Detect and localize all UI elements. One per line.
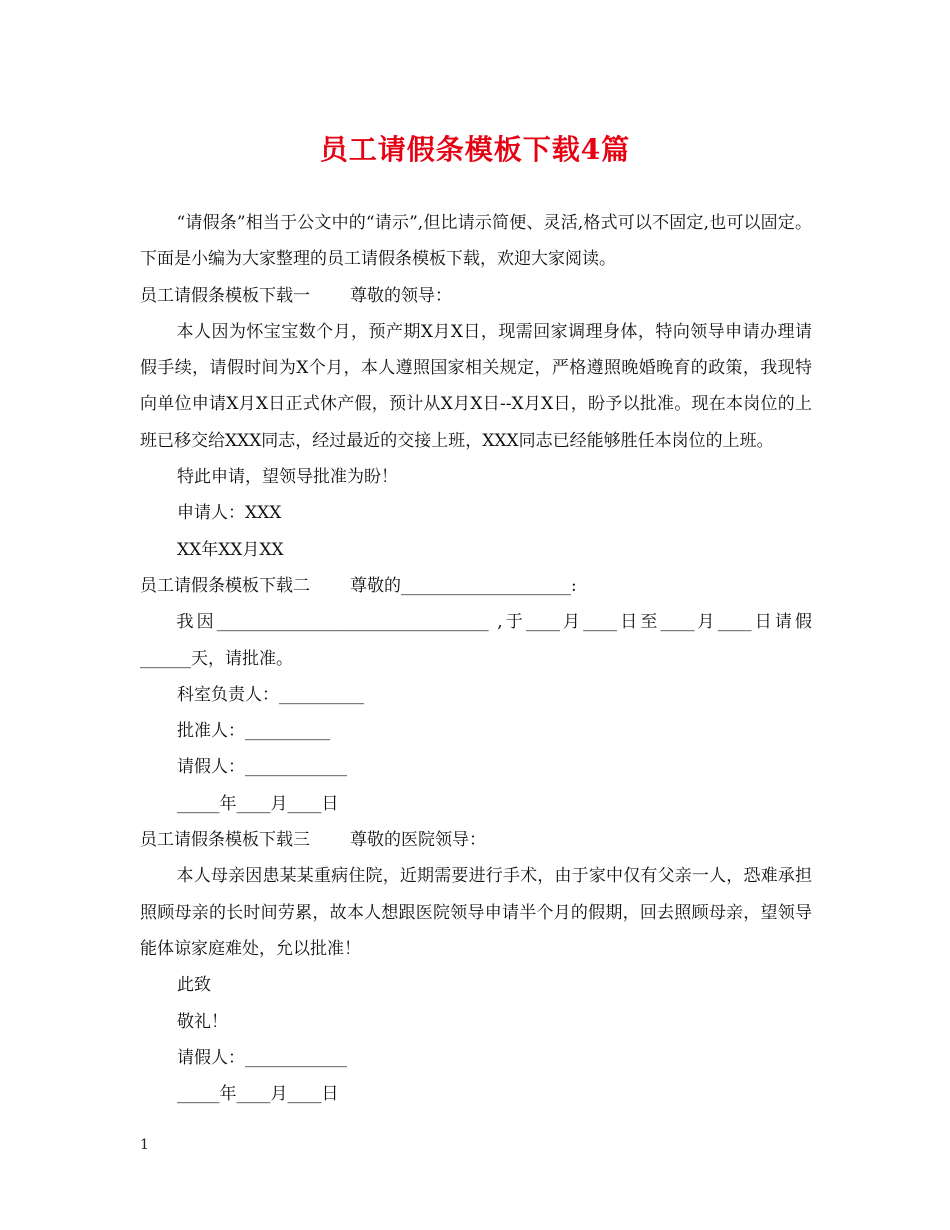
section2-dept-head: 科室负责人：__________ <box>177 684 364 705</box>
section2-body: 我因________________________________ ,于____月____日至____月____日请假______天，请批准。 <box>140 612 812 669</box>
section1-closing: 特此申请，望领导批准为盼！ <box>177 467 398 488</box>
intro-paragraph: “请假条”相当于公文中的“请示”,但比请示简便、灵活,格式可以不固定,也可以固定。下面是小编为大家整理的员工请假条模板下载，欢迎大家阅读。 <box>140 213 812 270</box>
section1-heading: 员工请假条模板下载一 <box>140 285 310 306</box>
section3-closing1: 此致 <box>177 975 211 996</box>
section3-date: _____年____月____日 <box>177 1084 339 1105</box>
section3-heading: 员工请假条模板下载三 <box>140 830 310 851</box>
section1-body: 本人因为怀宝宝数个月，预产期X月X日，现需回家调理身体，特向领导申请办理请假手续，请假时间为X个月，本人遵照国家相关规定，严格遵照晚婚晚育的政策，我现特向单位申请X月X日正式休产假，预计从X月X日--X月X日，盼予以批准。现在本岗位的上班已移交给XXX同志，经过最近的交接上班，XXX同志已经能够胜任本岗位的上班。 <box>140 321 812 451</box>
section1-applicant: 申请人：XXX <box>177 503 282 524</box>
section1-salutation: 尊敬的领导： <box>350 285 452 306</box>
section2-requester: 请假人：____________ <box>177 757 347 778</box>
section3-closing2: 敬礼！ <box>177 1011 228 1032</box>
section1-heading-line <box>140 278 812 314</box>
section3-body: 本人母亲因患某某重病住院，近期需要进行手术，由于家中仅有父亲一人，恐难承担照顾母亲的长时间劳累，故本人想跟医院领导申请半个月的假期，回去照顾母亲，望领导能体谅家庭难处，允以批准！ <box>140 866 812 959</box>
document-body <box>140 205 812 1112</box>
section2-salutation: 尊敬的____________________: <box>350 575 577 596</box>
section3-salutation: 尊敬的医院领导： <box>350 830 486 851</box>
section2-date: _____年____月____日 <box>177 793 339 814</box>
section1-date: XX年XX月XX <box>177 539 284 560</box>
document-title: 员工请假条模板下载4篇 <box>319 133 631 166</box>
page-number: 1 <box>140 1137 149 1153</box>
section2-heading: 员工请假条模板下载二 <box>140 575 310 596</box>
section2-heading-line <box>140 568 812 604</box>
section2-approver: 批准人：__________ <box>177 721 330 742</box>
section3-requester: 请假人：____________ <box>177 1047 347 1068</box>
section3-heading-line <box>140 822 812 858</box>
